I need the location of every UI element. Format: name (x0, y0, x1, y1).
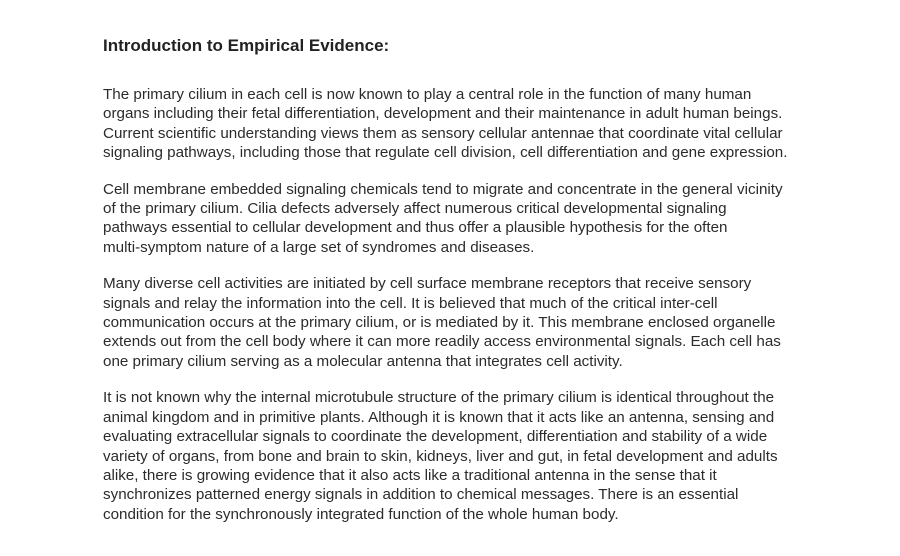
paragraph-line: multi-symptom nature of a large set of syndromes and diseases. (103, 238, 535, 256)
document-page (103, 34, 893, 541)
paragraph-line: animal kingdom and in primitive plants. Although it is known that it acts like an antenna, sensing and (103, 408, 775, 426)
paragraph-line: pathways essential to cellular development and thus offer a plausible hypothesis for the often (103, 219, 728, 237)
paragraph-line: Cell membrane embedded signaling chemicals tend to migrate and concentrate in the general vicinity (103, 180, 783, 198)
paragraph-line: Many diverse cell activities are initiated by cell surface membrane receptors that receive sensory (103, 275, 752, 293)
page-title: Introduction to Empirical Evidence: (103, 36, 390, 55)
paragraph-line: It is not known why the internal microtubule structure of the primary cilium is identical throughout the (103, 389, 775, 407)
paragraph-line: organs including their fetal differentiation, development and their maintenance in adult human beings. (103, 105, 783, 123)
paragraph-4 (103, 388, 893, 524)
paragraph-line: one primary cilium serving as a molecular antenna that integrates cell activity. (103, 352, 623, 370)
paragraph-line: signals and relay the information into the cell. It is believed that much of the critical inter-cell (103, 294, 718, 312)
paragraph-line: variety of organs, from bone and brain to skin, kidneys, liver and gut, in fetal development and adults (103, 447, 778, 465)
paragraph-1 (103, 85, 893, 163)
paragraph-2 (103, 180, 893, 258)
paragraph-line: of the primary cilium. Cilia defects adversely affect numerous critical developmental signaling (103, 200, 727, 218)
paragraph-line: synchronizes patterned energy signals in addition to chemical messages. There is an essential (103, 486, 739, 504)
paragraph-line: Current scientific understanding views them as sensory cellular antennae that coordinate vital cellular (103, 124, 783, 142)
paragraph-3 (103, 274, 893, 371)
paragraph-line: communication occurs at the primary cilium, or is mediated by it. This membrane enclosed organelle (103, 314, 776, 332)
paragraph-line: evaluating extracellular signals to coordinate the development, differentiation and stability of a wide (103, 428, 768, 446)
paragraph-line: The primary cilium in each cell is now known to play a central role in the function of many human (103, 86, 752, 103)
paragraph-line: condition for the synchronously integrated function of the whole human body. (103, 505, 619, 523)
paragraph-line: extends out from the cell body where it can more readily access environmental signals. Each cell has (103, 333, 781, 351)
paragraph-line: alike, there is growing evidence that it also acts like a traditional antenna in the sense that it (103, 466, 717, 484)
paragraph-line: signaling pathways, including those that regulate cell division, cell differentiation and gene expression. (103, 144, 788, 162)
